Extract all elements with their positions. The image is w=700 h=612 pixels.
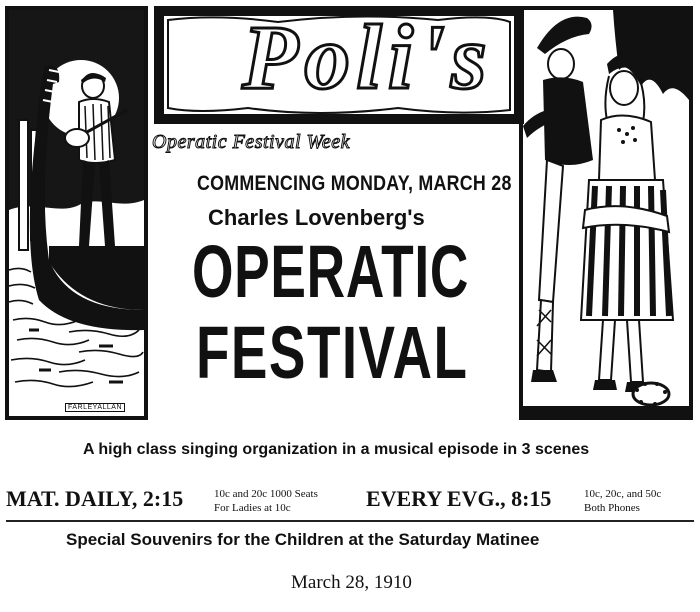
matinee-time: MAT. DAILY, 2:15 [6,486,184,511]
presenter-name: Charles Lovenberg's [208,205,425,230]
gondolier-illustration-panel [5,6,148,420]
evening-prices-line2: Both Phones [584,502,640,514]
matinee-prices-line2: For Ladies at 10c [214,502,291,514]
evening-time: EVERY EVG., 8:15 [366,486,552,511]
description-line: A high class singing organization in a musical episode in 3 scenes [83,441,590,458]
evening-prices-line1: 10c, 20c, and 50c [584,488,662,500]
publication-date: March 28, 1910 [291,572,412,593]
festival-week-label: Operatic Festival Week [152,131,350,153]
operatic-title: OPERATIC [192,230,470,313]
festival-title: FESTIVAL [196,311,469,394]
commencing-date-line: COMMENCING MONDAY, MARCH 28 [197,172,512,195]
gondolier-illustration [9,10,144,416]
couple-illustration-panel [519,6,693,420]
souvenirs-line: Special Souvenirs for the Children at the Saturday Matinee [66,530,540,549]
artist-signature: FARLEYALLAN [65,403,125,412]
couple-illustration [523,10,689,416]
poli-logo-banner [154,6,524,124]
matinee-prices-line1: 10c and 20c 1000 Seats [214,488,318,500]
poli-logo-text: Poli's [242,6,493,108]
divider-rule [6,520,694,522]
